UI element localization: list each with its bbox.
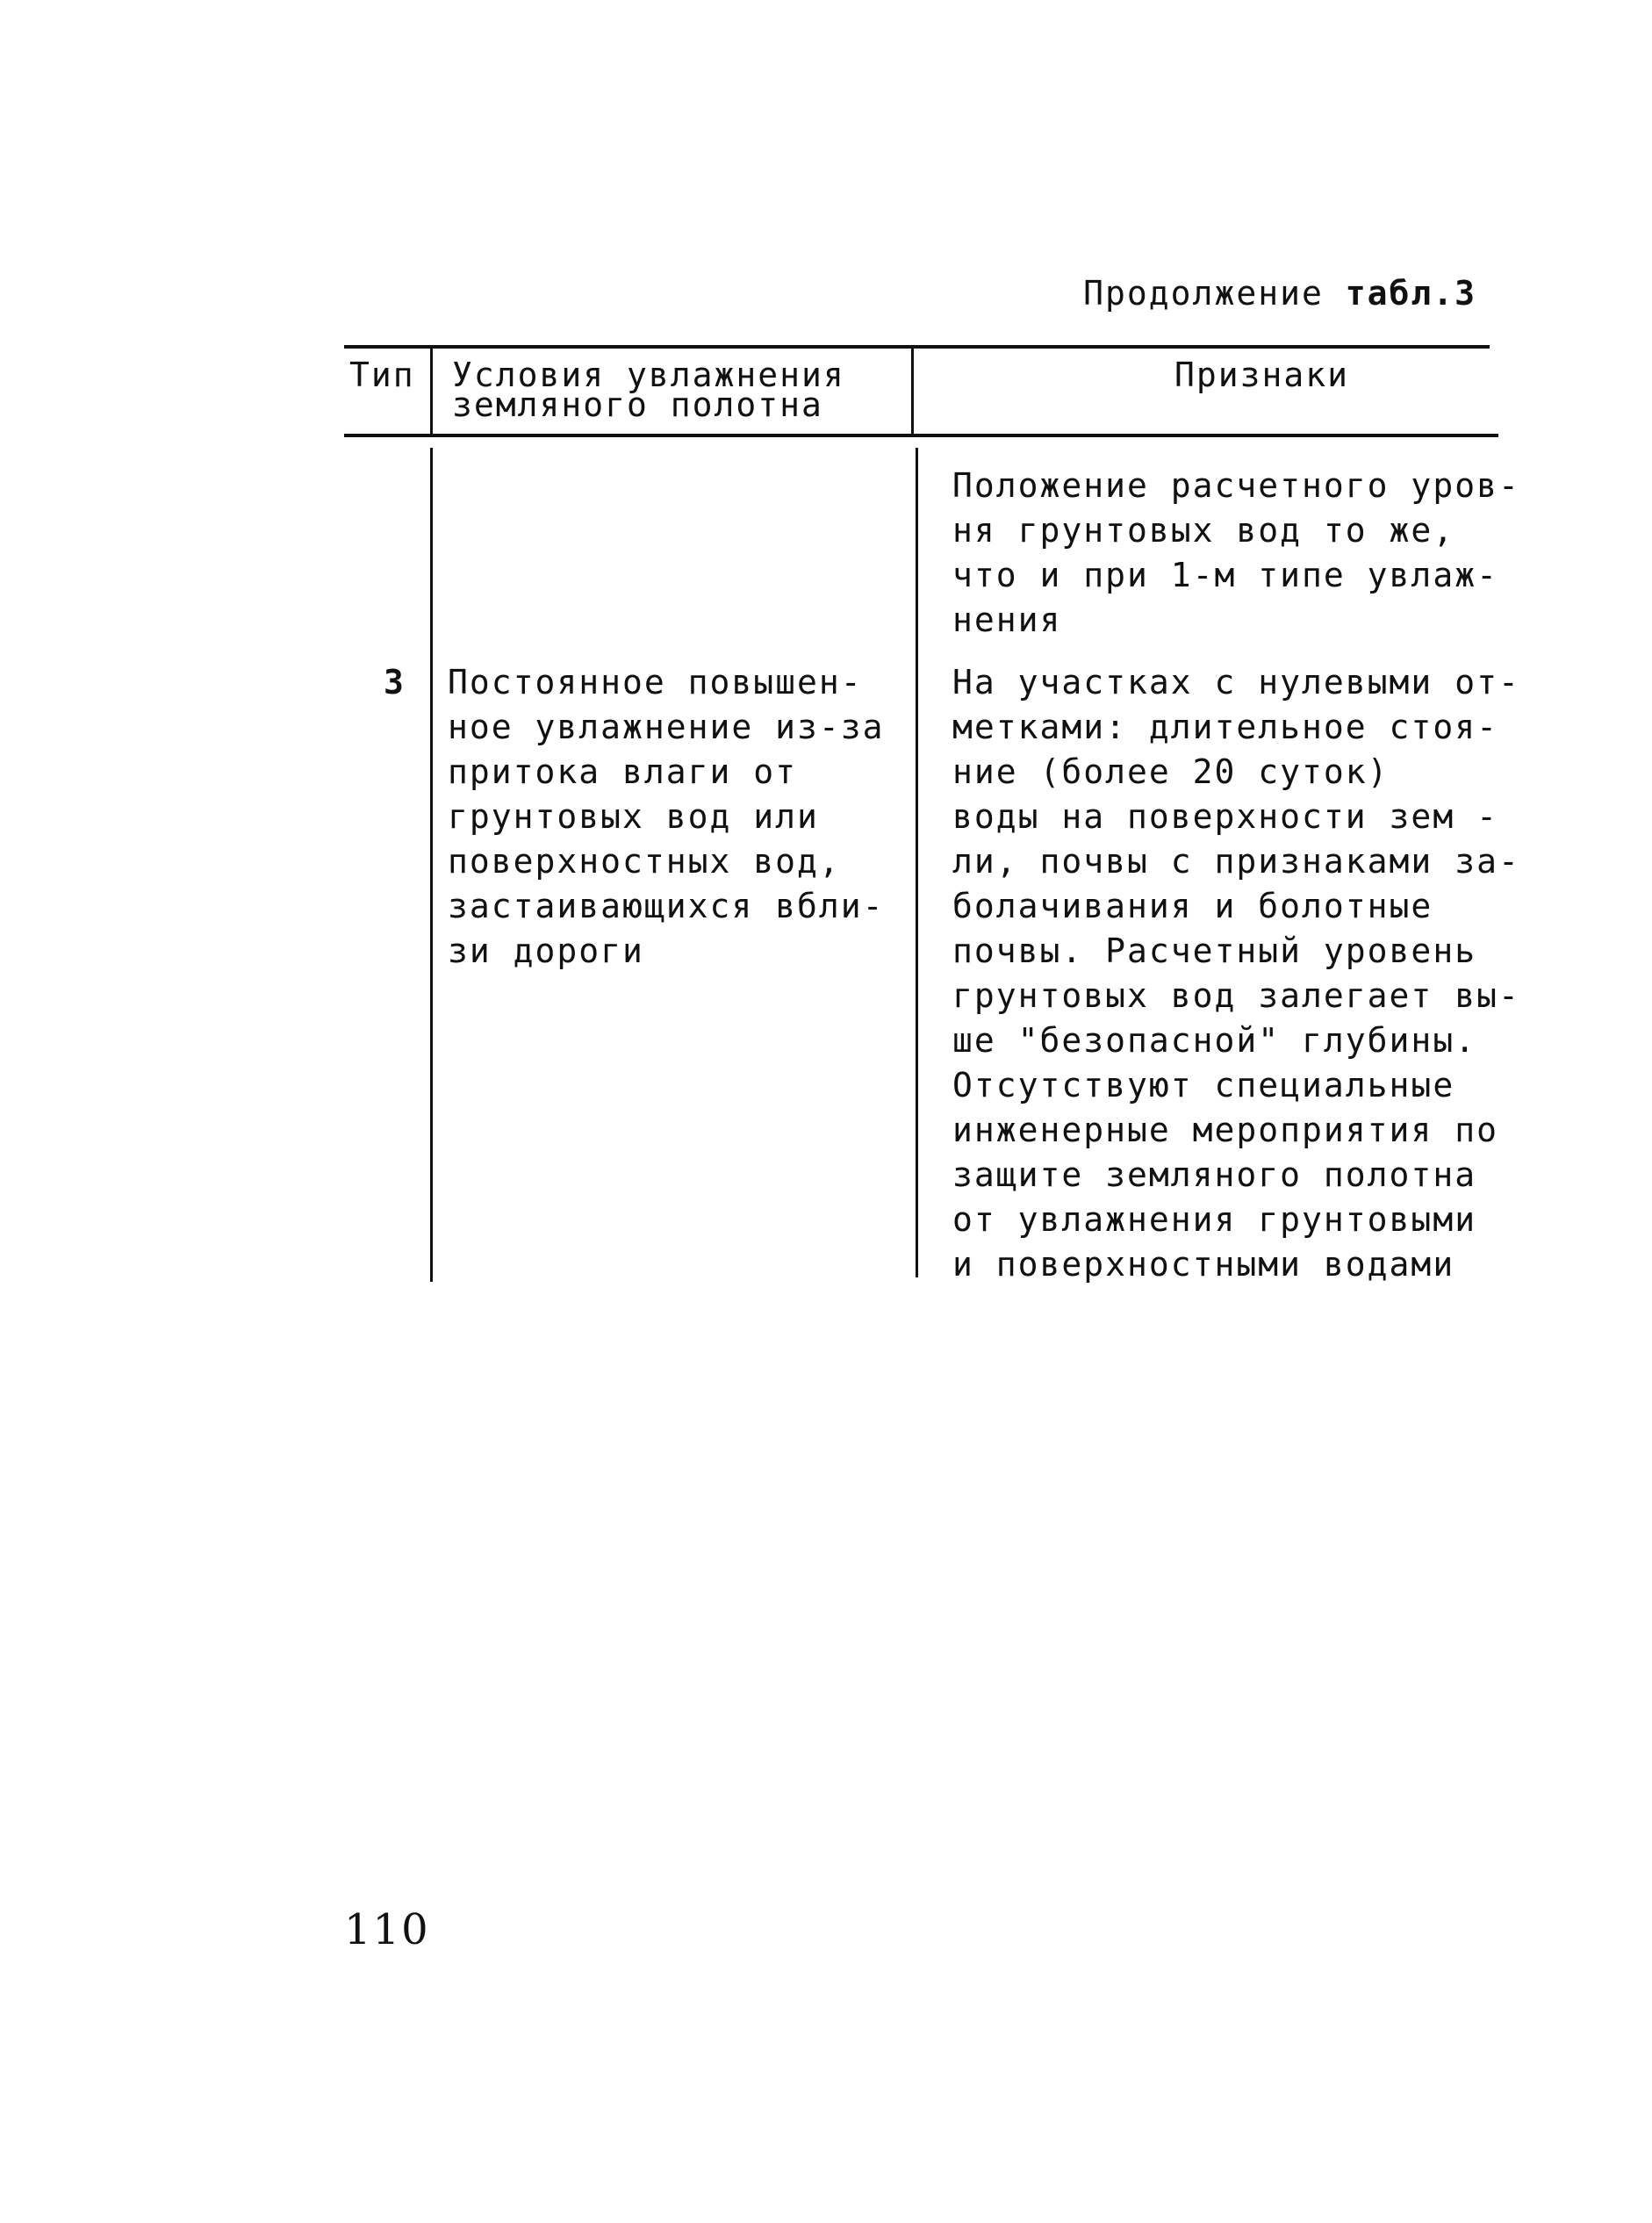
table-top-rule	[344, 345, 1490, 349]
page-number: 110	[344, 1905, 430, 1954]
header-signs: Признаки	[1174, 356, 1350, 394]
header-divider-1	[430, 345, 433, 435]
body-divider-2	[916, 448, 918, 1277]
caption-table-number: табл.3	[1345, 274, 1476, 313]
header-bottom-rule	[344, 434, 1498, 437]
header-conditions: Условия увлажнения земляного полотна	[452, 356, 845, 424]
row-2-type: 3	[384, 663, 406, 701]
row-2-signs: На участках с нулевыми от- метками: длительное стоя- ние (более 20 суток) воды на поверхности зем - ли, почвы с признаками за- болачивания и болотные почвы. Расчетный уровень грунтовых вод залегает вы- ше "безопасной" глубины. Отсутствуют специальные инженерные мероприятия по защите земляного полотна от увлажнения грунтовыми и поверхностными водами	[952, 663, 1520, 1284]
table-caption	[1083, 274, 1476, 313]
caption-prefix: Продолжение	[1083, 274, 1346, 313]
header-type: Тип	[349, 356, 415, 394]
body-divider-1	[430, 448, 433, 1282]
header-divider-2	[911, 345, 914, 435]
row-1-signs: Положение расчетного уров- ня грунтовых вод то же, что и при 1-м типе увлаж- нения	[952, 466, 1520, 639]
row-2-conditions: Постоянное повышен- ное увлажнение из-за притока влаги от грунтовых вод или поверхностных вод, застаивающихся вбли- зи дороги	[448, 663, 885, 970]
